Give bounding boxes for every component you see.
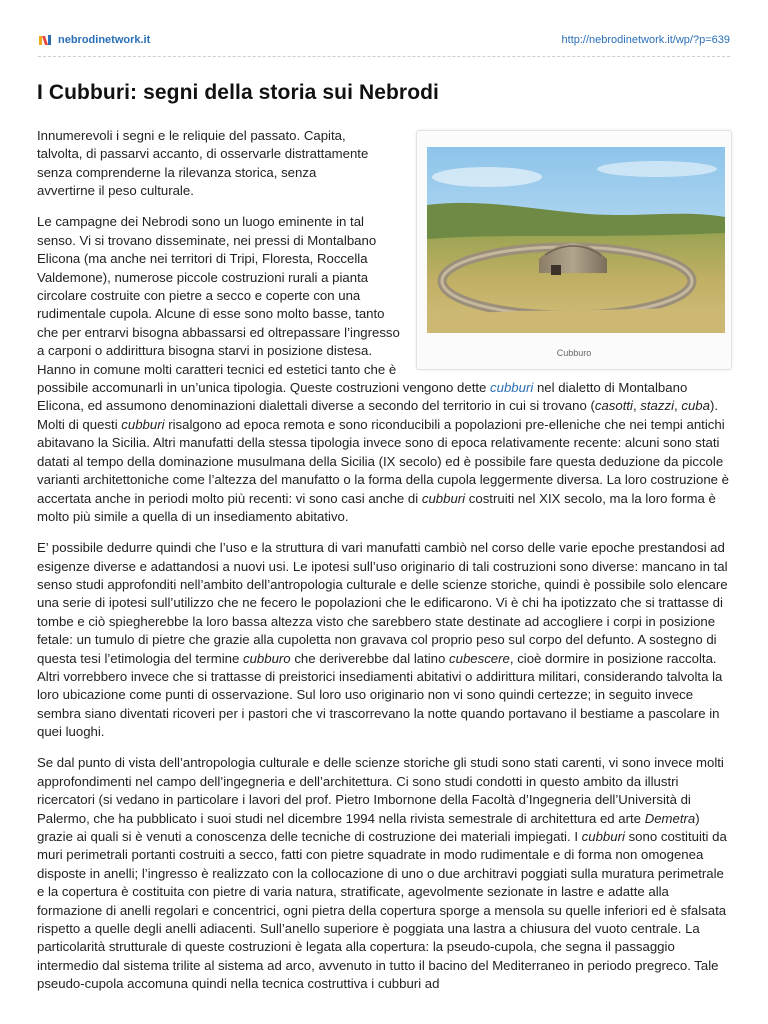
term-cubburi-link[interactable]: cubburi (490, 380, 534, 396)
article-figure (416, 130, 732, 370)
intro-paragraph: Innumerevoli i segni e le reliquie del passato. Capita, talvolta, di passarvi accanto, di osservarle distrattamente senza comprenderne la rilevanza storica, senza avvertirne il peso culturale. (37, 128, 369, 199)
article-body (37, 127, 733, 1006)
paragraph-3: E’ possibile dedurre quindi che l’uso e la struttura di vari manufatti cambiò nel corso delle varie epoche prestandosi ad esigenze diverse e adattandosi a nuovi usi. Le ipotesi sull’uso originario di tali costruzioni sono diverse: mancano in tal senso studi approfonditi nell’ambito dell’antropologia culturale e delle scienze storiche, quindi è possibile solo elencare una serie di ipotesi sull’utilizzo che ne fecero le popolazioni che le edificarono. Vi è chi ha ipotizzato che si trattasse di tombe e ciò spiegherebbe la loro bassa altezza visto che sarebbero state destinate ad accogliere i corpi in posizione fetale: un tumulo di pietre che grazie alla cupoletta non gravava col proprio peso sul corpo del defunto. A sostegno di questa tesi l’etimologia del termine cubburo che deriverebbe dal latino cubescere, cioè dormire in posizione raccolta. Altri vorrebbero invece che si trattasse di preistorici insediamenti abitativi o addirittura militari, considerando talvolta la loro ubicazione come punti di osservazione. Sul loro uso originario non vi sono quindi certezze; in seguito invece sembra siano diventati ricoveri per i pastori che vi trascorrevano la notte quando portavano il bestiame a pascolare in quei luoghi. (37, 540, 728, 740)
paragraph-4: Se dal punto di vista dell’antropologia culturale e delle scienze storiche gli studi sono stati carenti, vi sono invece molti approfondimenti nel campo dell’ingegneria e dell’architettura. Ci sono studi condotti in questo ambito da illustri ricercatori (si vedano in particolare i lavori del prof. Pietro Imbornone della Facoltà d’Ingegneria dell’Università di Palermo, che ha pubblicato i suoi studi nel dicembre 1994 nella rivista semestrale di architettura ed arte Demetra) grazie ai quali si è venuti a conoscenza delle tecniche di costruzione dei materiali impiegati. I cubburi sono costituiti da muri perimetrali portanti costruiti a secco, fatti con pietre squadrate in modo rudimentale e di forma non omogenea disposte in anelli; l’ingresso è realizzato con la collocazione di uno o due architravi poggiati sulla muratura perimetrale e la copertura è costituita con pietre di varia natura, stratificate, agevolmente sezionate in lastre e adatte alla formazione di anelli regolari e concentrici, ogni pietra della copertura sporge a mensola su quelle inferiori ed è sfalsata rispetto a quelle degli anelli adiacenti. Sull’anello superiore è poggiata una lastra a chiusura del vuoto centrale. La particolarità strutturale di queste costruzioni è legata alla copertura: la pseudo-cupola, che segna il passaggio intermedio dal sistema trilite al sistema ad arco, avvenuto in tutto il bacino del Mediterraneo in periodo pregreco. Tale pseudo-cupola accomuna quindi nella tecnica costruttiva i cubburi ad (37, 755, 727, 992)
header-bar (38, 33, 730, 51)
photo-stone-hut-cubburo (427, 147, 725, 333)
nebrodinetwork-logo-icon (38, 33, 52, 47)
header-divider (38, 56, 730, 57)
article-title: I Cubburi: segni della storia sui Nebrodi (37, 81, 439, 104)
site-name[interactable]: nebrodinetwork.it (58, 34, 151, 46)
source-url-link[interactable]: http://nebrodinetwork.it/wp/?p=639 (561, 34, 730, 46)
site-logo-link[interactable] (38, 33, 150, 47)
figure-caption: Cubburo (556, 348, 592, 358)
paragraph-2: Le campagne dei Nebrodi sono un luogo eminente in tal senso. Vi si trovano disseminate, nei pressi di Montalbano Elicona (ma anche nei territori di Tripi, Floresta, Roccella Valdemone), numerose piccole costruzioni rurali a pianta circolare costruite con pietre a secco e coperte con una rudimentale cupola. Alcune di esse sono molto basse, tanto che per entrarvi bisogna abbassarsi ed oltrepassare l’ingresso a carponi o addirittura bisogna starvi in posizione distesa. Hanno in comune molti caratteri tecnici ed estetici tanto che è possibile accomunarli in un’unica tipologia. Queste costruzioni vengono dette cubburi nel dialetto di Montalbano Elicona, ed assumono denominazioni dialettali diverse a secondo del territorio in cui si trovano (casotti, stazzi, cuba). Molti di questi cubburi risalgono ad epoca remota e sono riconducibili a popolazioni pre-elleniche che nei tempi antichi abitavano la Sicilia. Altri manufatti della stessa tipologia invece sono di epoca relativamente recente: alcuni sono stati datati al tempo della dominazione musulmana della Sicilia (IX secolo) ed è possibile fare questa deduzione da piccole varianti architettoniche come l’altezza del manufatto o la forma della cupola leggermente diversa. La loro costruzione è accertata anche in periodi molto più recenti: vi sono casi anche di cubburi costruiti nel XIX secolo, ma la loro forma è molto più simile a quella di un insediamento abitativo. (37, 214, 729, 524)
